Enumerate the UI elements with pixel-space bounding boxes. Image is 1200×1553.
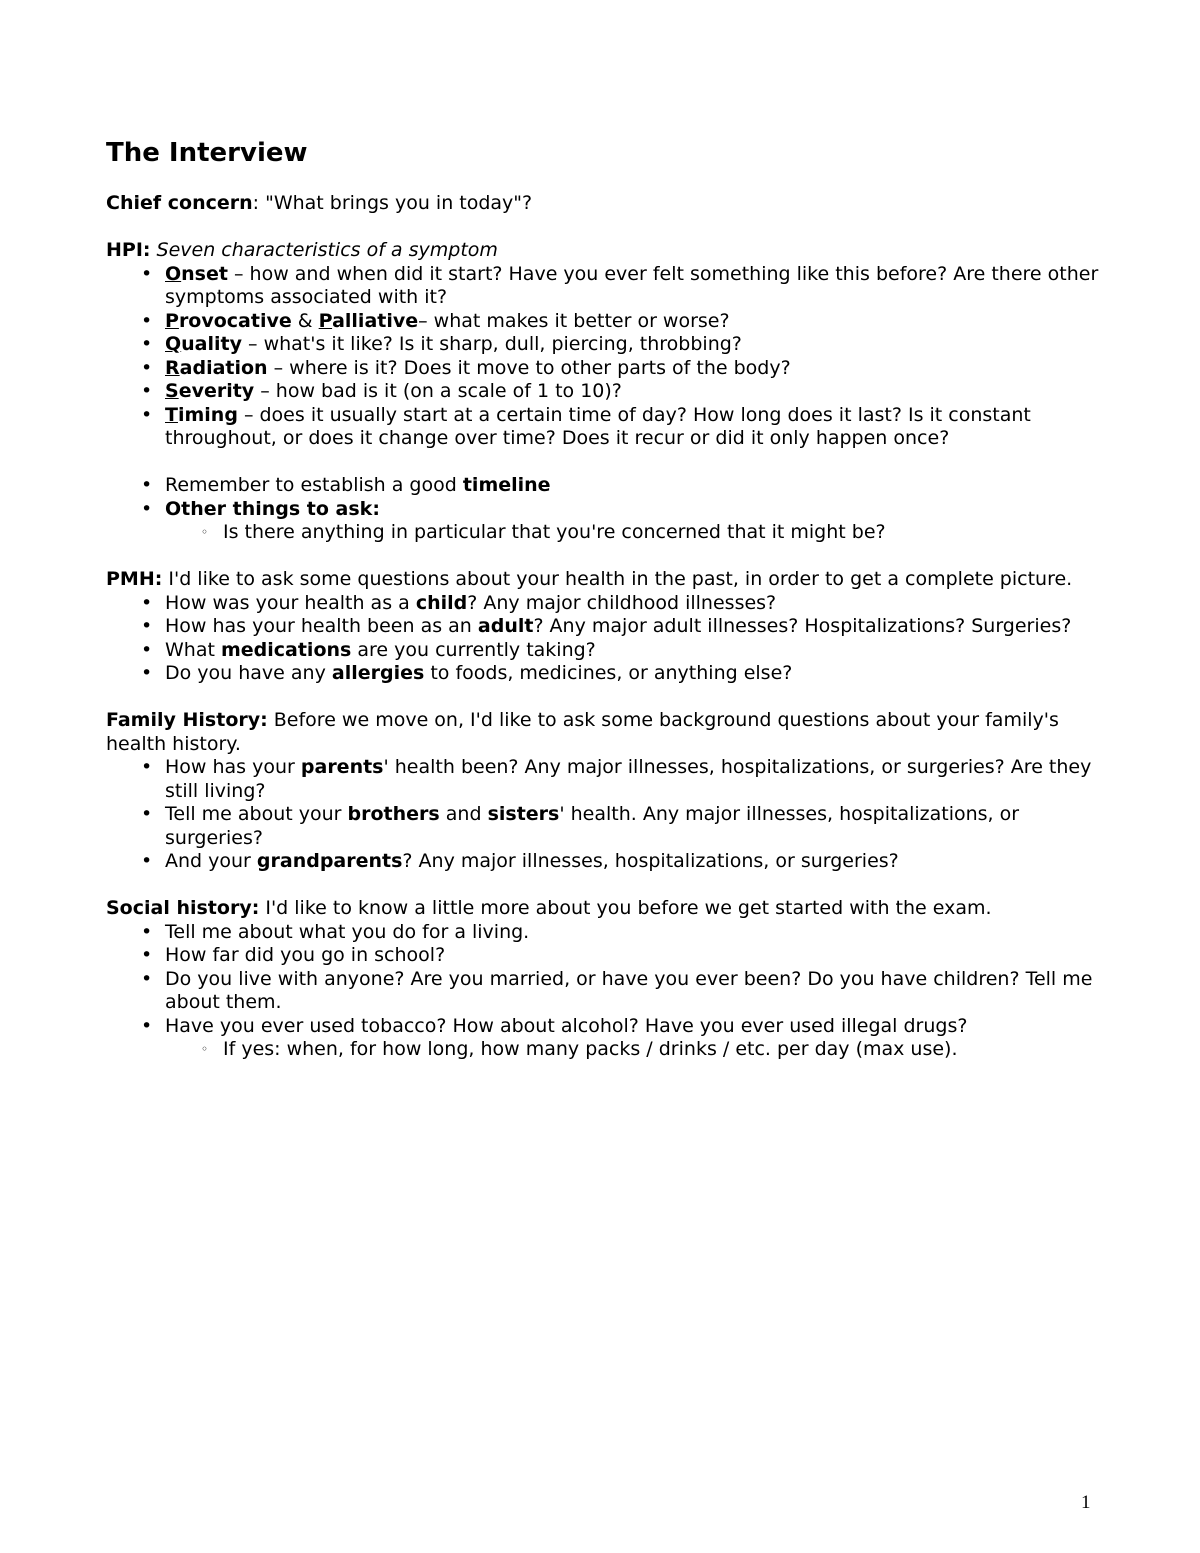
sub-list-item: ◦ Is there anything in particular that you're concerned that it might be? xyxy=(223,521,1116,545)
hpi-extra-list xyxy=(106,474,1116,545)
list-item: • Do you have any allergies to foods, medicines, or anything else? xyxy=(165,662,1116,686)
pmh-label: PMH: xyxy=(106,568,163,590)
family-history-intro: Family History: Before we move on, I'd like to ask some background questions about your family's health history. xyxy=(106,709,1059,755)
list-item: • How has your health been as an adult? Any major adult illnesses? Hospitalizations? Surgeries? xyxy=(165,615,1116,639)
chief-concern-label: Chief concern xyxy=(106,192,253,214)
list-item: • Tell me about your brothers and sisters' health. Any major illnesses, hospitalizations, or surgeries? xyxy=(165,803,1116,850)
page-number: 1 xyxy=(1081,1492,1091,1513)
family-history-label: Family History: xyxy=(106,709,268,731)
sub-list-item: ◦ If yes: when, for how long, how many packs / drinks / etc. per day (max use). xyxy=(223,1038,1116,1062)
pmh-list xyxy=(106,592,1116,686)
other-things-sublist xyxy=(165,521,1116,545)
list-item: • Provocative & Palliative– what makes it better or worse? xyxy=(165,310,1116,334)
list-item: • Other things to ask: ◦ Is there anything in particular that you're concerned that it might be? xyxy=(165,498,1116,545)
spacer xyxy=(106,451,1116,475)
social-history-label: Social history: xyxy=(106,897,260,919)
page-title: The Interview xyxy=(106,138,308,168)
list-item: • Timing – does it usually start at a certain time of day? How long does it last? Is it constant throughout, or does it change over time? Does it recur or did it only happen once? xyxy=(165,404,1116,451)
list-item: • Tell me about what you do for a living. xyxy=(165,921,1116,945)
chief-concern-text: : "What brings you in today"? xyxy=(252,192,533,214)
list-item: • Severity – how bad is it (on a scale of 1 to 10)? xyxy=(165,380,1116,404)
list-item: • Onset – how and when did it start? Have you ever felt something like this before? Are there other symptoms associated with it? xyxy=(165,263,1116,310)
family-history-list xyxy=(106,756,1116,874)
social-history-intro: Social history: I'd like to know a little more about you before we get started with the exam. xyxy=(106,897,992,919)
list-item: • How was your health as a child? Any major childhood illnesses? xyxy=(165,592,1116,616)
hpi-label: HPI: xyxy=(106,239,151,261)
list-item: • And your grandparents? Any major illnesses, hospitalizations, or surgeries? xyxy=(165,850,1116,874)
spacer xyxy=(106,216,1116,240)
document-body xyxy=(106,136,1116,1062)
list-item: • Have you ever used tobacco? How about alcohol? Have you ever used illegal drugs? ◦ If yes: when, for how long, how many packs / drinks / etc. per day (max use). xyxy=(165,1015,1116,1062)
pmh-intro: PMH: I'd like to ask some questions about your health in the past, in order to get a complete picture. xyxy=(106,568,1073,590)
hpi-list xyxy=(106,263,1116,451)
chief-concern-paragraph xyxy=(106,192,1116,216)
list-item: • How far did you go in school? xyxy=(165,944,1116,968)
list-item: • Quality – what's it like? Is it sharp, dull, piercing, throbbing? xyxy=(165,333,1116,357)
social-history-list xyxy=(106,921,1116,1062)
list-item: • Remember to establish a good timeline xyxy=(165,474,1116,498)
spacer xyxy=(106,686,1116,710)
hpi-heading xyxy=(106,239,1116,263)
spacer xyxy=(106,874,1116,898)
list-item: • What medications are you currently taking? xyxy=(165,639,1116,663)
substance-use-sublist xyxy=(165,1038,1116,1062)
hpi-subtitle: Seven characteristics of a symptom xyxy=(150,239,498,261)
list-item: • Radiation – where is it? Does it move to other parts of the body? xyxy=(165,357,1116,381)
list-item: • Do you live with anyone? Are you married, or have you ever been? Do you have children? Tell me about them. xyxy=(165,968,1116,1015)
spacer xyxy=(106,545,1116,569)
list-item: • How has your parents' health been? Any major illnesses, hospitalizations, or surgeries? Are they still living? xyxy=(165,756,1116,803)
